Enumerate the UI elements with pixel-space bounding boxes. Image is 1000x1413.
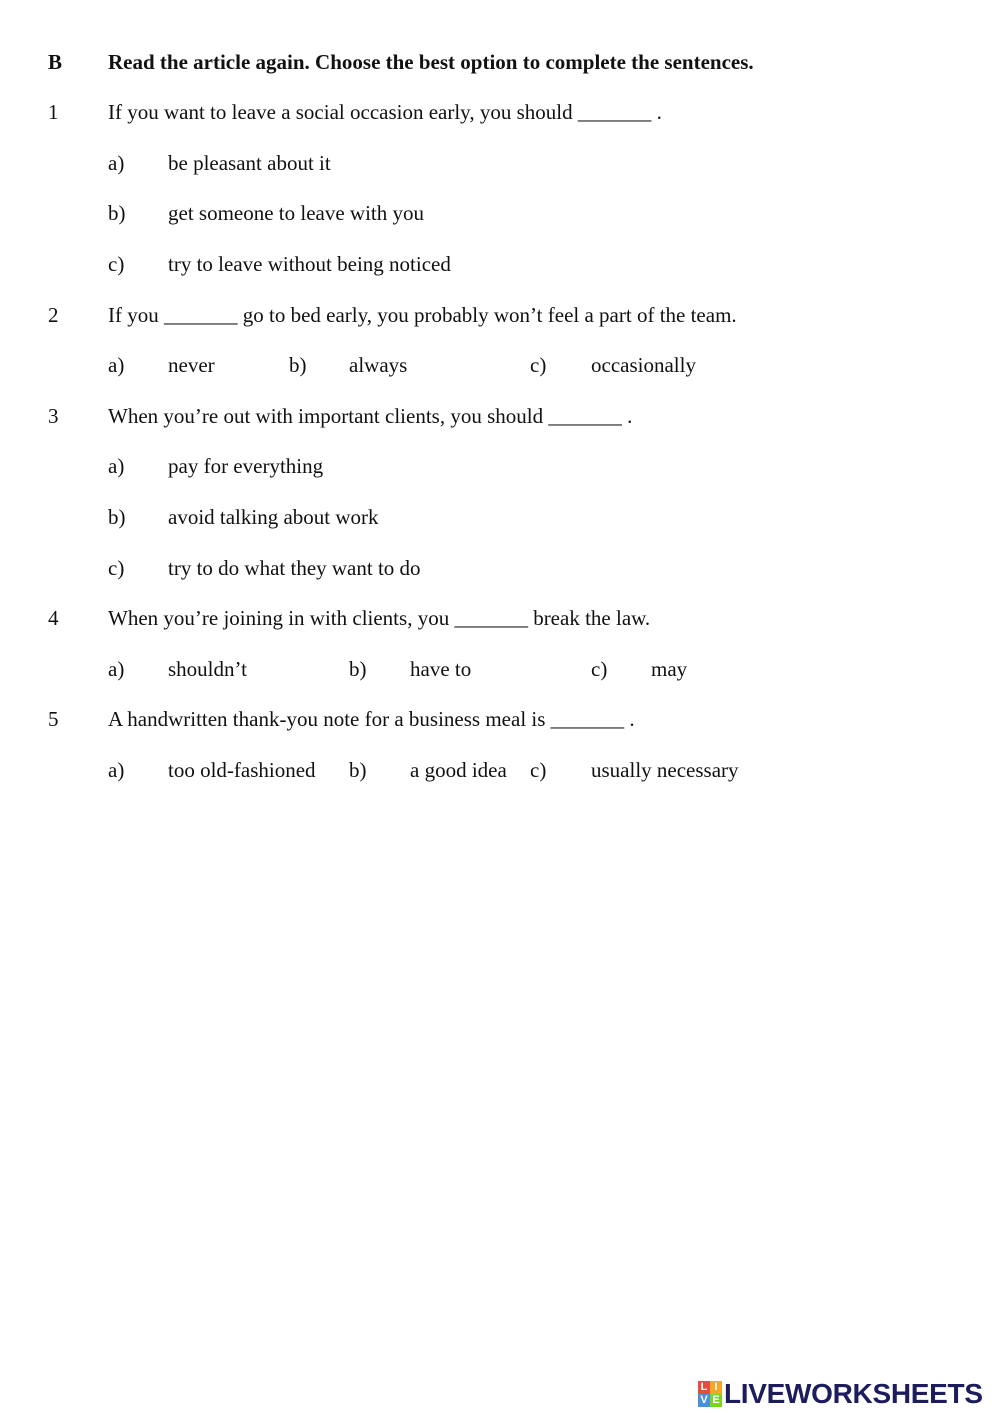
option-label: c) <box>530 758 547 782</box>
option-text[interactable]: a good idea <box>410 758 507 782</box>
option-label: c) <box>108 252 125 276</box>
question-text: If you _______ go to bed early, you probably won’t feel a part of the team. <box>108 303 737 327</box>
option-label: b) <box>289 353 307 377</box>
option-text[interactable]: occasionally <box>591 353 696 377</box>
liveworksheets-logo <box>698 1377 983 1411</box>
option-label: a) <box>108 151 125 175</box>
option-label: b) <box>349 758 367 782</box>
option-label: c) <box>591 657 608 681</box>
question-number: 2 <box>48 303 59 327</box>
option-text[interactable]: get someone to leave with you <box>168 201 425 225</box>
option-label: a) <box>108 353 125 377</box>
question-number: 3 <box>48 404 59 428</box>
section-instruction: Read the article again. Choose the best option to complete the sentences. <box>108 50 754 74</box>
liveworksheets-logo-icon: L I V E <box>698 1381 722 1407</box>
option-text[interactable]: pay for everything <box>168 454 324 478</box>
option-text[interactable]: shouldn’t <box>168 657 247 681</box>
question-number: 4 <box>48 606 59 630</box>
option-text[interactable]: avoid talking about work <box>168 505 379 529</box>
option-label: b) <box>108 505 126 529</box>
question-text: If you want to leave a social occasion early, you should _______ . <box>108 100 662 124</box>
question-text: When you’re joining in with clients, you _______ break the law. <box>108 606 651 630</box>
option-text[interactable]: be pleasant about it <box>168 151 331 175</box>
option-label: a) <box>108 657 125 681</box>
question-number: 5 <box>48 707 59 731</box>
logo-text: LIVEWORKSHEETS <box>724 1378 983 1409</box>
option-label: c) <box>108 556 125 580</box>
option-label: b) <box>349 657 367 681</box>
option-text[interactable]: always <box>349 353 408 377</box>
question-text: A handwritten thank-you note for a business meal is _______ . <box>108 707 635 731</box>
option-text[interactable]: too old-fashioned <box>168 758 316 782</box>
question-text: When you’re out with important clients, you should _______ . <box>108 404 633 428</box>
question-number: 1 <box>48 100 59 124</box>
option-text[interactable]: may <box>651 657 688 681</box>
option-label: a) <box>108 758 125 782</box>
option-label: c) <box>530 353 547 377</box>
option-label: a) <box>108 454 125 478</box>
option-text[interactable]: try to leave without being noticed <box>168 252 451 276</box>
section-letter: B <box>48 50 63 74</box>
option-text[interactable]: usually necessary <box>591 758 739 782</box>
option-text[interactable]: try to do what they want to do <box>168 556 421 580</box>
option-text[interactable]: have to <box>410 657 472 681</box>
option-text[interactable]: never <box>168 353 215 377</box>
option-label: b) <box>108 201 126 225</box>
